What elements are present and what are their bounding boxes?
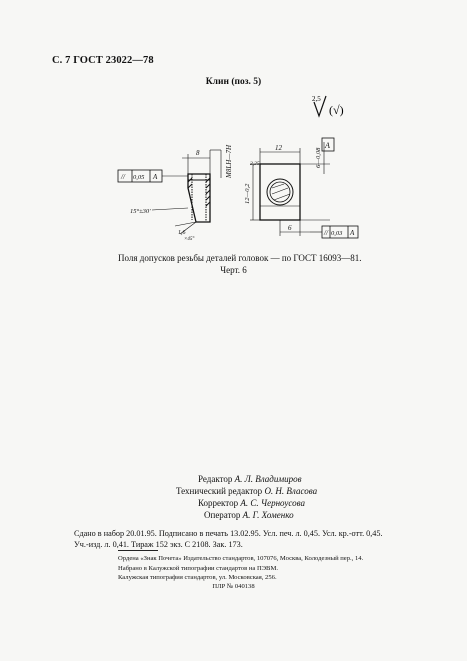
right-tol-top: 6—0,08 bbox=[315, 147, 322, 168]
right-datum: A bbox=[325, 141, 330, 150]
right-left-small: 2,25 bbox=[250, 161, 260, 167]
right-tol-datum: A bbox=[350, 229, 355, 237]
credit-role: Корректор bbox=[198, 498, 239, 508]
publication-line1: Сдано в набор 20.01.95. Подписано в печать 13.02.95. Усл. печ. л. 0,45. Усл. кр.-отт. 0,45. bbox=[74, 529, 383, 538]
publication-info bbox=[74, 528, 383, 550]
credit-role: Оператор bbox=[204, 510, 241, 520]
credit-name: А. Г. Хоменко bbox=[242, 510, 294, 520]
right-tol-value: 0,03 bbox=[331, 230, 343, 237]
divider bbox=[118, 550, 158, 551]
left-dim-top: 8 bbox=[196, 149, 200, 157]
publication-line2: Уч.-изд. л. 0,41. Тираж 152 экз. С 2108. Зак. 173. bbox=[74, 540, 243, 549]
credit-tech-editor bbox=[176, 485, 317, 497]
left-chamfer: 1,6 bbox=[178, 230, 186, 236]
printing-line1: Ордена «Знак Почета» Издательство стандартов, 107076, Москва, Колодезный пер., 14. bbox=[118, 555, 364, 562]
roughness-mark bbox=[312, 94, 352, 129]
credit-editor bbox=[176, 473, 317, 485]
printing-info bbox=[118, 554, 363, 583]
caption-line1: Поля допусков резьбы деталей головок — по ГОСТ 16093—81. bbox=[118, 253, 362, 263]
credit-role: Редактор bbox=[198, 474, 233, 484]
credit-name: А. Л. Владимиров bbox=[234, 474, 302, 484]
printing-line3: Калужская типография стандартов, ул. Московская, 256. bbox=[118, 574, 277, 581]
left-chamfer-angle: ×45° bbox=[184, 237, 195, 242]
left-angle: 15°±30' bbox=[130, 208, 151, 215]
right-height: 12—0,2 bbox=[244, 183, 251, 204]
left-tol-datum: A bbox=[153, 173, 158, 181]
credit-corrector bbox=[176, 497, 317, 509]
roughness-check-icon bbox=[312, 94, 352, 124]
credit-name: А. С. Черноусова bbox=[240, 498, 305, 508]
right-dim-top: 12 bbox=[275, 144, 282, 152]
right-tol-symbol: // bbox=[324, 229, 328, 237]
roughness-value: 2,5 bbox=[312, 95, 321, 103]
order-number: ПЛР № 040138 bbox=[212, 583, 255, 590]
right-dim-bottom: 6 bbox=[288, 224, 292, 232]
page-header: С. 7 ГОСТ 23022—78 bbox=[52, 55, 154, 66]
credits-block bbox=[176, 473, 317, 521]
credit-operator bbox=[176, 509, 317, 521]
caption-line2: Черт. 6 bbox=[220, 265, 247, 275]
roughness-suffix: (√) bbox=[329, 103, 344, 117]
drawing-title: Клин (поз. 5) bbox=[205, 77, 262, 87]
printing-line2: Набрано в Калужской типографии стандартов на ПЭВМ. bbox=[118, 564, 278, 572]
credit-name: О. Н. Власова bbox=[264, 486, 318, 496]
left-tol-symbol: // bbox=[121, 173, 125, 181]
right-view bbox=[250, 138, 358, 238]
left-tol-value: 0,05 bbox=[133, 174, 145, 181]
left-thread: М8LН—7Н bbox=[225, 144, 233, 178]
technical-drawing bbox=[100, 130, 360, 245]
credit-role: Технический редактор bbox=[176, 486, 263, 496]
left-view bbox=[118, 150, 221, 234]
